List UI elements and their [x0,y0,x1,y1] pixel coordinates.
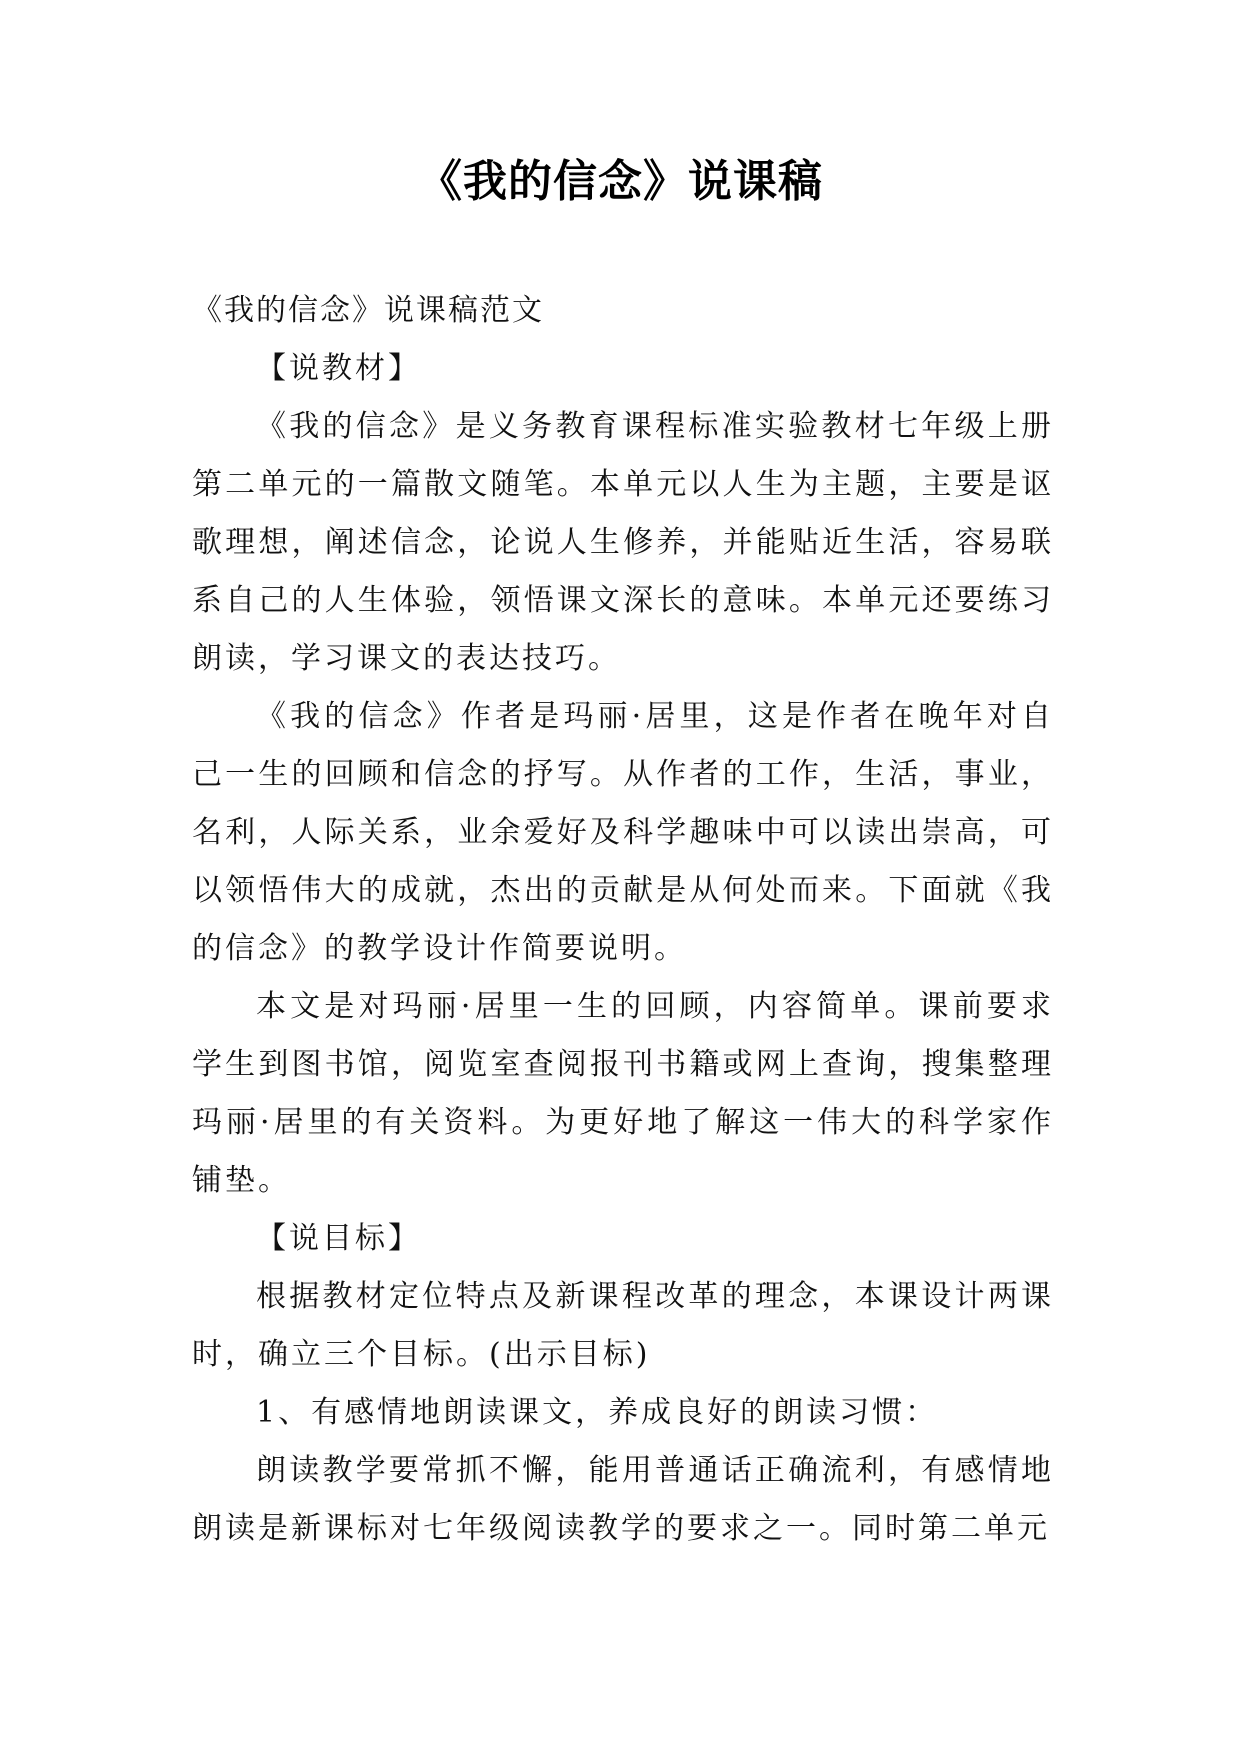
paragraph-textbook-3: 本文是对玛丽·居里一生的回顾，内容简单。课前要求学生到图书馆，阅览室查阅报刊书籍或网上查询，搜集整理玛丽·居里的有关资料。为更好地了解这一伟大的科学家作铺垫。 [192,989,1054,1198]
document-body [192,282,1054,1558]
document-title: 《我的信念》说课稿 [418,156,823,207]
paragraph-textbook-2: 《我的信念》作者是玛丽·居里，这是作者在晚年对自己一生的回顾和信念的抒写。从作者的工作，生活，事业，名利，人际关系，业余爱好及科学趣味中可以读出崇高，可以领悟伟大的成就，杰出的贡献是从何处而来。下面就《我的信念》的教学设计作简要说明。 [192,699,1054,966]
paragraph-goals-3: 朗读教学要常抓不懈，能用普通话正确流利，有感情地朗读是新课标对七年级阅读教学的要求之一。同时第二单元 [192,1453,1054,1546]
document-subtitle: 《我的信念》说课稿范文 [192,293,544,328]
paragraph-goals-2: 1、有感情地朗读课文，养成良好的朗读习惯： [256,1395,939,1430]
section-heading-textbook: 【说教材】 [256,351,421,386]
section-heading-goals: 【说目标】 [256,1221,421,1256]
paragraph-goals-1: 根据教材定位特点及新课程改革的理念，本课设计两课时，确立三个目标。(出示目标) [192,1279,1054,1372]
paragraph-textbook-1: 《我的信念》是义务教育课程标准实验教材七年级上册第二单元的一篇散文随笔。本单元以人生为主题，主要是讴歌理想，阐述信念，论说人生修养，并能贴近生活，容易联系自己的人生体验，领悟课文深长的意味。本单元还要练习朗读，学习课文的表达技巧。 [192,409,1054,676]
